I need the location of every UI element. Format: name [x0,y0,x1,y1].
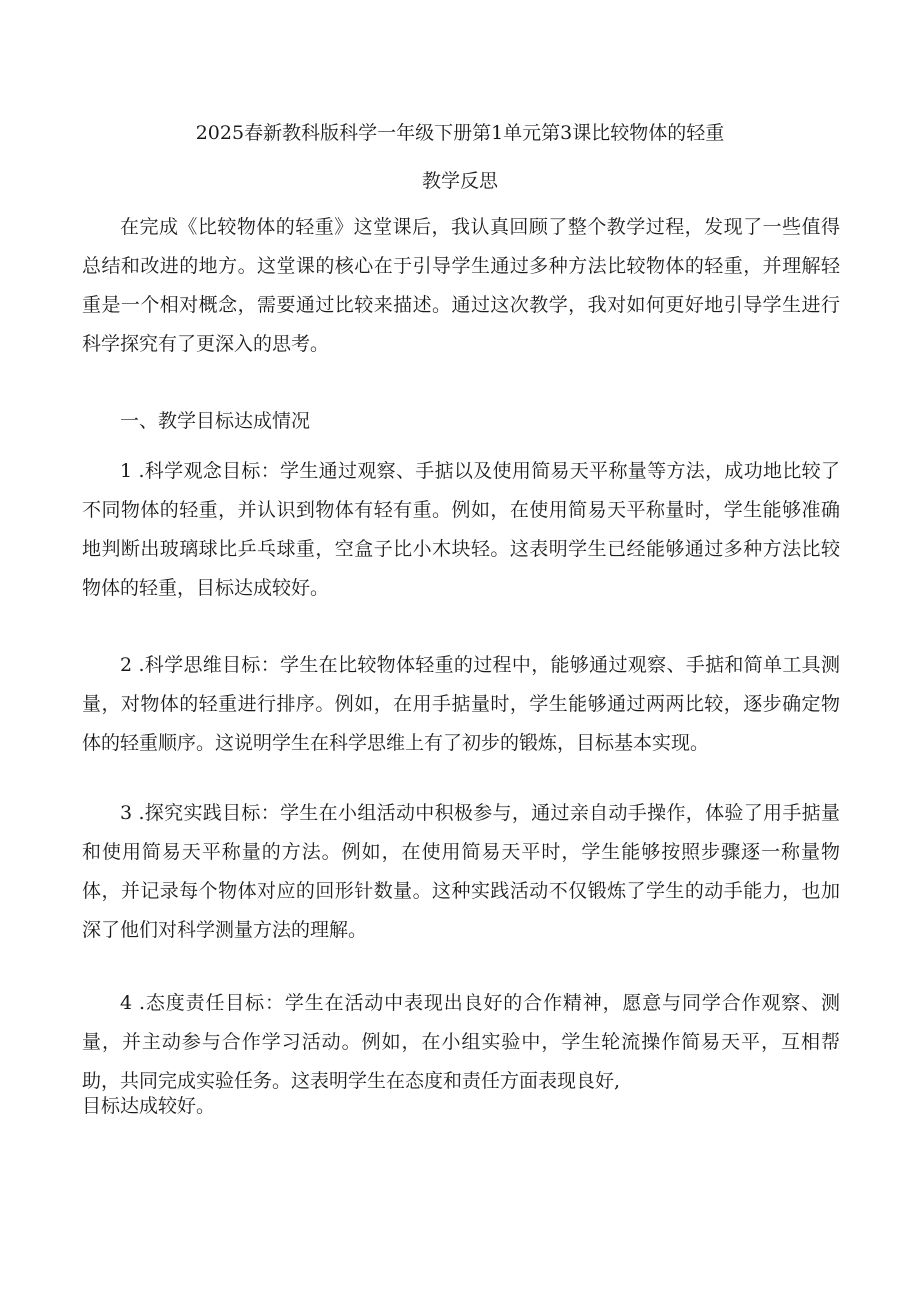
section-heading: 一、教学目标达成情况 [120,410,311,432]
goal-item-4: 4 .态度责任目标：学生在活动中表现出良好的合作精神，愿意与同学合作观察、测量，并主动参与合作学习活动。例如，在小组实验中，学生轮流操作简易天平，互相帮助，共同完成实验任务。这表明学生在态度和责任方面表现良好, [82,992,840,1092]
intro-paragraph: 在完成《比较物体的轻重》这堂课后，我认真回顾了整个教学过程，发现了一些值得总结和改进的地方。这堂课的核心在于引导学生通过多种方法比较物体的轻重，并理解轻重是一个相对概念，需要通过比较来描述。通过这次教学，我对如何更好地引导学生进行科学探究有了更深入的思考。 [82,216,840,355]
goal-item-1: 1 .科学观念目标：学生通过观察、手掂以及使用简易天平称量等方法，成功地比较了不同物体的轻重，并认识到物体有轻有重。例如，在使用简易天平称量时，学生能够准确地判断出玻璃球比乒乓球重，空盒子比小木块轻。这表明学生已经能够通过多种方法比较物体的轻重，目标达成较好。 [82,460,840,599]
goal-item-4-tail: 目标达成较好。 [82,1095,216,1117]
goal-item-2: 2 .科学思维目标：学生在比较物体轻重的过程中，能够通过观察、手掂和简单工具测量，对物体的轻重进行排序。例如，在用手掂量时，学生能够通过两两比较，逐步确定物体的轻重顺序。这说明学生在科学思维上有了初步的锻炼，目标基本实现。 [82,654,840,754]
document-subtitle: 教学反思 [421,170,498,192]
document-title: 2025春新教科版科学一年级下册第1单元第3课比较物体的轻重 [195,122,725,144]
goal-item-3: 3 .探究实践目标：学生在小组活动中积极参与，通过亲自动手操作，体验了用手掂量和使用简易天平称量的方法。例如，在使用简易天平时，学生能够按照步骤逐一称量物体，并记录每个物体对应的回形针数量。这种实践活动不仅锻炼了学生的动手能力，也加深了他们对科学测量方法的理解。 [82,802,840,941]
